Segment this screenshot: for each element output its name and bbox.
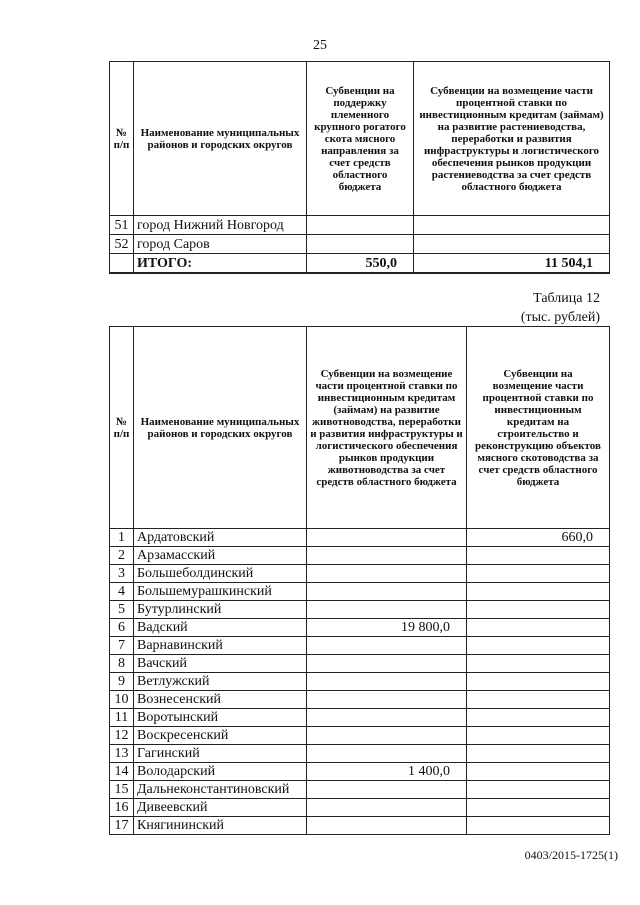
- row-value-2: [467, 637, 610, 655]
- row-value-1: [307, 235, 414, 254]
- row-value-1: [307, 529, 467, 547]
- row-num: 9: [110, 673, 134, 691]
- row-num: 13: [110, 745, 134, 763]
- total-label: ИТОГО:: [134, 254, 307, 274]
- header-name: Наименование муниципальных районов и городских округов: [134, 62, 307, 216]
- row-value-2: [467, 817, 610, 835]
- row-num: 51: [110, 216, 134, 235]
- row-num: 3: [110, 565, 134, 583]
- table-row: [110, 637, 610, 655]
- total-value-1: 550,0: [307, 254, 414, 274]
- table-row: [110, 745, 610, 763]
- row-name: город Саров: [134, 235, 307, 254]
- table-row: [110, 601, 610, 619]
- row-value-2: [467, 763, 610, 781]
- row-value-2: [467, 619, 610, 637]
- row-num: 14: [110, 763, 134, 781]
- total-num: [110, 254, 134, 274]
- row-name: Вачский: [134, 655, 307, 673]
- row-name: Большемурашкинский: [134, 583, 307, 601]
- row-value-1: [307, 565, 467, 583]
- row-value-1: [307, 799, 467, 817]
- row-num: 5: [110, 601, 134, 619]
- header-col2: Субвенции на возмещение части процентной ставки по инвестиционным кредитам на строительство и реконструкцию объектов мясного скотоводства за счет средств областного бюджета: [467, 327, 610, 529]
- table-caption: Таблица 12: [533, 291, 600, 306]
- row-name: Вадский: [134, 619, 307, 637]
- row-value-1: [307, 216, 414, 235]
- table-row: [110, 763, 610, 781]
- row-value-1: [307, 781, 467, 799]
- row-num: 10: [110, 691, 134, 709]
- row-value-2: [467, 673, 610, 691]
- row-value-2: [467, 583, 610, 601]
- row-name: Володарский: [134, 763, 307, 781]
- table-header-row: [110, 62, 610, 216]
- row-num: 16: [110, 799, 134, 817]
- page-number: 25: [313, 38, 327, 53]
- row-value-1: [307, 547, 467, 565]
- header-col1: Субвенции на возмещение части процентной ставки по инвестиционным кредитам (займам) на развитие животноводства, переработки и развития инфраструктуры и логистического обеспечения рынков продукции животноводства за счет средств областного бюджета: [307, 327, 467, 529]
- table-row: [110, 216, 610, 235]
- table-subventions-continued: [109, 61, 610, 274]
- row-value-2: [414, 235, 610, 254]
- header-col2: Субвенции на возмещение части процентной ставки по инвестиционным кредитам (займам) на развитие растениеводства, переработки и развития инфраструктуры и логистического обеспечения рынков продукции растениеводства за счет средств областного бюджета: [414, 62, 610, 216]
- table-row: [110, 529, 610, 547]
- row-value-2: [467, 691, 610, 709]
- row-value-1: [307, 601, 467, 619]
- row-value-2: [467, 745, 610, 763]
- row-value-1: [307, 637, 467, 655]
- row-num: 15: [110, 781, 134, 799]
- table-row: [110, 817, 610, 835]
- row-value-2: [467, 565, 610, 583]
- table-row: [110, 673, 610, 691]
- row-num: 52: [110, 235, 134, 254]
- row-value-2: [467, 655, 610, 673]
- row-value-1: [307, 655, 467, 673]
- table-units: (тыс. рублей): [520, 310, 600, 325]
- row-name: Ветлужский: [134, 673, 307, 691]
- row-value-1: [307, 583, 467, 601]
- row-name: город Нижний Новгород: [134, 216, 307, 235]
- row-value-1: [307, 709, 467, 727]
- row-num: 6: [110, 619, 134, 637]
- row-value-1: 19 800,0: [307, 619, 467, 637]
- row-name: Вознесенский: [134, 691, 307, 709]
- row-value-1: [307, 673, 467, 691]
- row-value-2: [467, 709, 610, 727]
- row-num: 12: [110, 727, 134, 745]
- row-num: 17: [110, 817, 134, 835]
- row-name: Воскресенский: [134, 727, 307, 745]
- row-num: 4: [110, 583, 134, 601]
- row-name: Гагинский: [134, 745, 307, 763]
- row-value-2: [467, 799, 610, 817]
- table-row: [110, 655, 610, 673]
- row-name: Дивеевский: [134, 799, 307, 817]
- total-value-2: 11 504,1: [414, 254, 610, 274]
- row-num: 8: [110, 655, 134, 673]
- row-value-2: [414, 216, 610, 235]
- table-row: [110, 799, 610, 817]
- row-num: 2: [110, 547, 134, 565]
- header-num: № п/п: [110, 62, 134, 216]
- table-row: [110, 235, 610, 254]
- row-value-1: [307, 691, 467, 709]
- row-value-1: 1 400,0: [307, 763, 467, 781]
- header-name: Наименование муниципальных районов и городских округов: [134, 327, 307, 529]
- header-col1: Субвенции на поддержку племенного крупного рогатого скота мясного направления за счет средств областного бюджета: [307, 62, 414, 216]
- row-name: Большеболдинский: [134, 565, 307, 583]
- total-row: [110, 254, 610, 274]
- row-num: 7: [110, 637, 134, 655]
- table-row: [110, 547, 610, 565]
- row-value-2: [467, 727, 610, 745]
- row-value-1: [307, 817, 467, 835]
- row-value-2: [467, 601, 610, 619]
- row-name: Арзамасский: [134, 547, 307, 565]
- document-number: 0403/2015-1725(1): [524, 848, 618, 862]
- row-name: Варнавинский: [134, 637, 307, 655]
- row-name: Ардатовский: [134, 529, 307, 547]
- row-value-1: [307, 727, 467, 745]
- table-row: [110, 727, 610, 745]
- row-num: 1: [110, 529, 134, 547]
- table-row: [110, 619, 610, 637]
- row-name: Княгининский: [134, 817, 307, 835]
- row-value-1: [307, 745, 467, 763]
- row-value-2: [467, 547, 610, 565]
- row-num: 11: [110, 709, 134, 727]
- row-value-2: 660,0: [467, 529, 610, 547]
- header-num: № п/п: [110, 327, 134, 529]
- table-12: [109, 326, 610, 835]
- row-name: Дальнеконстантиновский: [134, 781, 307, 799]
- table-row: [110, 691, 610, 709]
- table-header-row: [110, 327, 610, 529]
- row-name: Воротынский: [134, 709, 307, 727]
- table-row: [110, 709, 610, 727]
- table-row: [110, 565, 610, 583]
- table-body: [110, 529, 610, 835]
- row-value-2: [467, 781, 610, 799]
- table-row: [110, 781, 610, 799]
- row-name: Бутурлинский: [134, 601, 307, 619]
- table-row: [110, 583, 610, 601]
